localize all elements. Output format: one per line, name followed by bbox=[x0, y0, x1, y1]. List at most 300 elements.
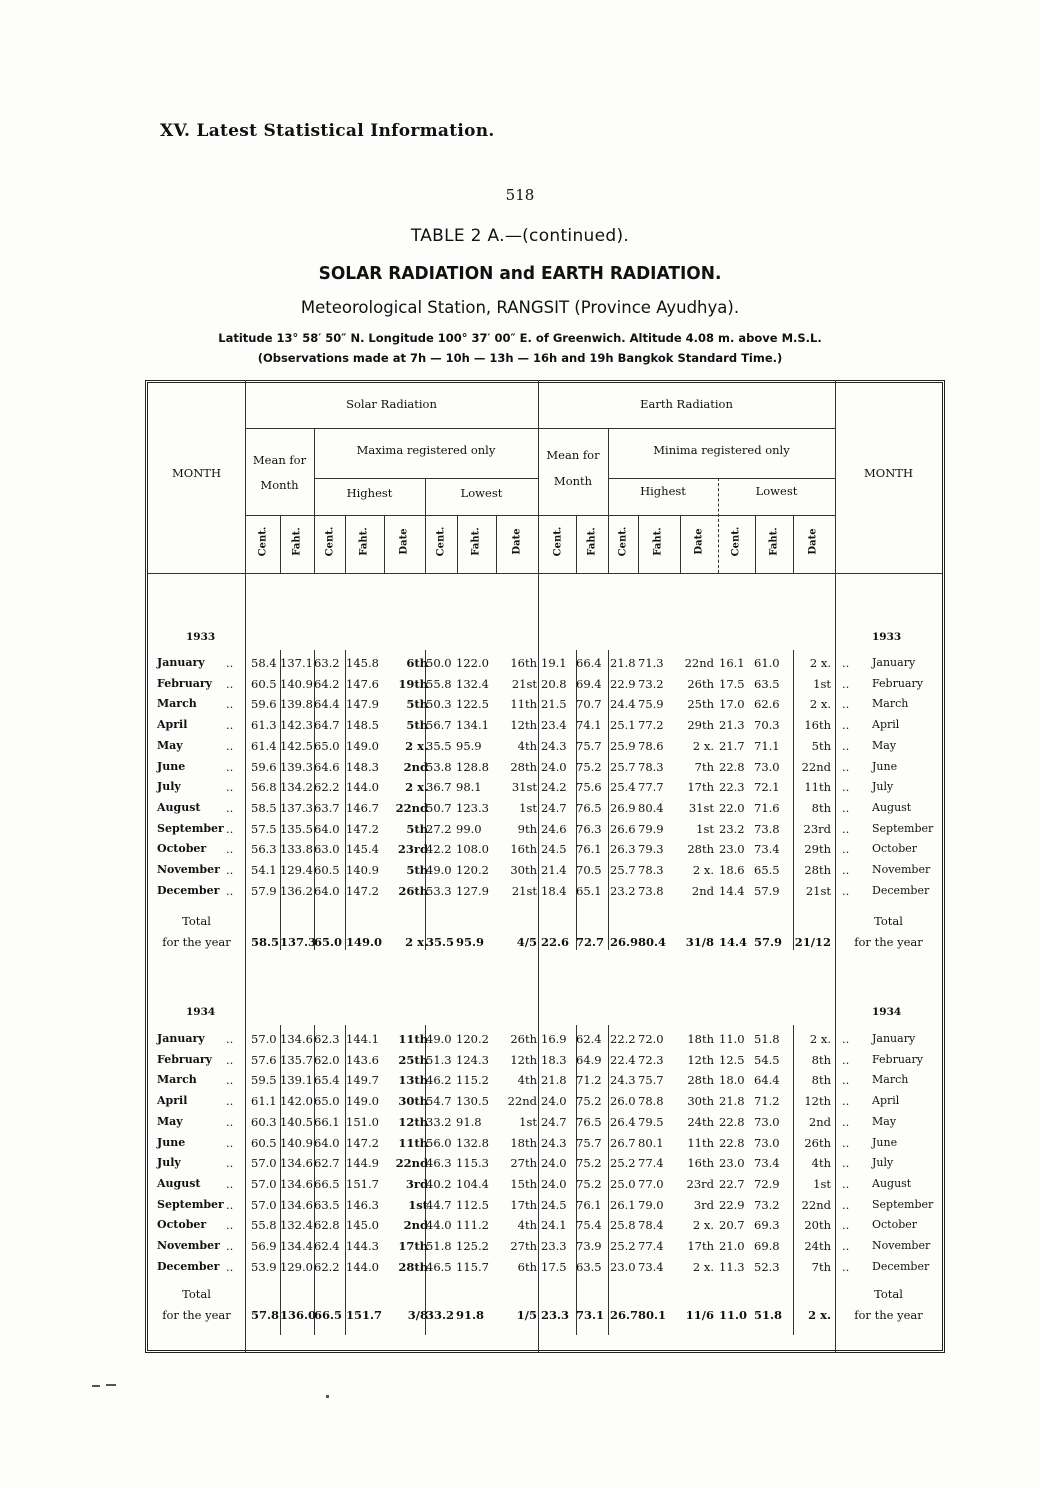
value-cell: 149.0 bbox=[346, 935, 383, 949]
value-cell: 91.8 bbox=[456, 1114, 482, 1129]
leader-dots: .. bbox=[226, 718, 234, 733]
value-cell: 28th bbox=[804, 863, 831, 877]
value-cell: 14.4 bbox=[719, 883, 745, 898]
value-cell: 145.4 bbox=[346, 842, 379, 857]
unit-header: Cent. bbox=[324, 526, 336, 557]
value-cell: 25.7 bbox=[610, 759, 636, 774]
leader-dots: .. bbox=[842, 1073, 850, 1088]
month-cell: April bbox=[872, 718, 900, 732]
value-cell: 21.4 bbox=[541, 863, 567, 877]
observation-times: (Observations made at 7h — 10h — 13h — 16h and 19h Bangkok Standard Time.) bbox=[257, 351, 783, 365]
value-cell: 36.7 bbox=[426, 780, 452, 795]
value-cell: 115.2 bbox=[456, 1073, 489, 1088]
value-cell: 149.0 bbox=[346, 738, 379, 753]
value-cell: 4th bbox=[811, 1156, 831, 1171]
value-cell: 78.8 bbox=[638, 1094, 664, 1109]
total-label: Total bbox=[182, 914, 211, 928]
value-cell: 2 x. bbox=[692, 1218, 714, 1233]
value-cell: 3rd bbox=[693, 1197, 714, 1212]
value-cell: 21st bbox=[511, 676, 537, 691]
value-cell: 146.3 bbox=[346, 1197, 379, 1212]
value-cell: 63.5 bbox=[576, 1259, 602, 1274]
lowest-header: Lowest bbox=[755, 484, 798, 498]
table-row bbox=[148, 760, 942, 780]
value-cell: 1/5 bbox=[516, 1308, 537, 1322]
leader-dots: .. bbox=[842, 718, 850, 733]
leader-dots: .. bbox=[842, 1032, 850, 1046]
value-cell: 80.4 bbox=[638, 800, 664, 815]
year-label: 1934 bbox=[872, 1006, 902, 1018]
value-cell: 59.6 bbox=[251, 697, 277, 712]
value-cell: 72.1 bbox=[754, 780, 780, 795]
value-cell: 70.3 bbox=[754, 718, 780, 733]
month-cell: January bbox=[157, 656, 205, 669]
unit-header: Date bbox=[693, 528, 705, 555]
month-cell: August bbox=[872, 1176, 912, 1190]
value-cell: 28th bbox=[510, 759, 537, 774]
value-cell: 28th bbox=[687, 1073, 714, 1088]
value-cell: 24.2 bbox=[541, 780, 567, 795]
value-cell: 140.5 bbox=[280, 1114, 313, 1129]
value-cell: 23.0 bbox=[719, 842, 745, 857]
value-cell: 26.7 bbox=[610, 1135, 636, 1150]
rule bbox=[245, 428, 835, 429]
value-cell: 77.7 bbox=[638, 780, 664, 795]
value-cell: 50.3 bbox=[426, 697, 452, 712]
rule bbox=[496, 515, 497, 573]
value-cell: 73.4 bbox=[638, 1259, 664, 1274]
value-cell: 71.2 bbox=[754, 1094, 780, 1109]
value-cell: 26th bbox=[398, 883, 428, 898]
value-cell: 72.7 bbox=[576, 935, 605, 949]
leader-dots: .. bbox=[226, 863, 234, 877]
leader-dots: .. bbox=[842, 1135, 850, 1150]
table-row bbox=[148, 1156, 942, 1176]
month-cell: March bbox=[157, 1073, 197, 1087]
value-cell: 2nd bbox=[403, 759, 428, 774]
unit-header: Cent. bbox=[257, 526, 269, 557]
value-cell: 65.0 bbox=[314, 1094, 340, 1109]
month-cell: July bbox=[872, 1156, 894, 1170]
value-cell: 133.8 bbox=[280, 842, 313, 857]
value-cell: 21.8 bbox=[719, 1094, 745, 1109]
value-cell: 16th bbox=[804, 718, 831, 733]
value-cell: 73.8 bbox=[754, 821, 780, 836]
month-cell: May bbox=[157, 738, 183, 752]
value-cell: 1st bbox=[519, 1114, 537, 1129]
value-cell: 57.6 bbox=[251, 1052, 277, 1067]
total-row bbox=[148, 935, 942, 955]
value-cell: 16th bbox=[510, 842, 537, 857]
value-cell: 28th bbox=[398, 1259, 428, 1274]
value-cell: 31st bbox=[688, 800, 714, 815]
rule bbox=[280, 515, 281, 573]
value-cell: 62.2 bbox=[314, 1259, 340, 1274]
value-cell: 27th bbox=[510, 1156, 537, 1171]
value-cell: 137.1 bbox=[280, 656, 313, 670]
value-cell: 19th bbox=[398, 676, 428, 691]
month-cell: February bbox=[872, 1052, 923, 1066]
month-cell: May bbox=[872, 738, 897, 752]
month-cell: January bbox=[157, 1032, 205, 1045]
rule bbox=[638, 515, 639, 573]
leader-dots: .. bbox=[226, 697, 234, 712]
value-cell: 22.8 bbox=[719, 1135, 745, 1150]
month-cell: May bbox=[872, 1114, 897, 1128]
value-cell: 72.3 bbox=[638, 1052, 664, 1067]
scan-mark bbox=[92, 1385, 100, 1387]
value-cell: 12.5 bbox=[719, 1052, 745, 1067]
value-cell: 129.0 bbox=[280, 1259, 313, 1274]
value-cell: 4th bbox=[517, 738, 537, 753]
month-cell: March bbox=[157, 697, 197, 711]
value-cell: 80.4 bbox=[638, 935, 667, 949]
value-cell: 40.2 bbox=[426, 1176, 452, 1191]
value-cell: 134.1 bbox=[456, 718, 489, 733]
table-row bbox=[148, 801, 942, 821]
leader-dots: .. bbox=[842, 883, 850, 898]
value-cell: 57.9 bbox=[754, 883, 780, 898]
value-cell: 79.3 bbox=[638, 842, 664, 857]
value-cell: 53.3 bbox=[426, 883, 452, 898]
value-cell: 5th bbox=[811, 738, 831, 753]
value-cell: 31/8 bbox=[685, 935, 714, 949]
value-cell: 65.0 bbox=[314, 738, 340, 753]
value-cell: 1st bbox=[813, 1176, 831, 1191]
value-cell: 25.9 bbox=[610, 738, 636, 753]
value-cell: 5th bbox=[406, 863, 428, 877]
value-cell: 22.9 bbox=[610, 676, 636, 691]
value-cell: 24.7 bbox=[541, 1114, 567, 1129]
value-cell: 21/12 bbox=[794, 935, 831, 949]
leader-dots: .. bbox=[842, 1094, 850, 1109]
value-cell: 25.7 bbox=[610, 863, 636, 877]
value-cell: 18.3 bbox=[541, 1052, 567, 1067]
page-number: 518 bbox=[505, 186, 535, 204]
value-cell: 137.3 bbox=[280, 800, 313, 815]
value-cell: 23rd bbox=[397, 842, 428, 857]
month-cell: November bbox=[872, 863, 931, 876]
value-cell: 27th bbox=[510, 1239, 537, 1253]
unit-header: Cent. bbox=[617, 526, 629, 557]
month-cell: December bbox=[157, 883, 220, 897]
value-cell: 77.2 bbox=[638, 718, 664, 733]
value-cell: 19.1 bbox=[541, 656, 567, 670]
value-cell: 143.6 bbox=[346, 1052, 379, 1067]
value-cell: 22.8 bbox=[719, 1114, 745, 1129]
rule bbox=[384, 515, 385, 573]
value-cell: 62.2 bbox=[314, 780, 340, 795]
value-cell: 76.1 bbox=[576, 1197, 602, 1212]
month-cell: September bbox=[157, 821, 224, 835]
value-cell: 31st bbox=[511, 780, 537, 795]
unit-header: Cent. bbox=[552, 526, 564, 557]
value-cell: 11/6 bbox=[685, 1308, 714, 1322]
table-row bbox=[148, 1053, 942, 1073]
value-cell: 12th bbox=[510, 718, 537, 733]
value-cell: 151.7 bbox=[346, 1176, 379, 1191]
total-sub-label: for the year bbox=[854, 1308, 923, 1322]
value-cell: 75.2 bbox=[576, 1094, 602, 1109]
year-label: 1934 bbox=[186, 1006, 216, 1018]
value-cell: 24.5 bbox=[541, 1197, 567, 1212]
value-cell: 49.0 bbox=[426, 863, 452, 877]
value-cell: 24.0 bbox=[541, 1094, 567, 1109]
value-cell: 17th bbox=[687, 1239, 714, 1253]
value-cell: 22.9 bbox=[719, 1197, 745, 1212]
value-cell: 2 x. bbox=[405, 935, 428, 949]
value-cell: 62.4 bbox=[314, 1239, 340, 1253]
value-cell: 24.0 bbox=[541, 1156, 567, 1171]
value-cell: 134.6 bbox=[280, 1176, 313, 1191]
value-cell: 23.2 bbox=[610, 883, 636, 898]
value-cell: 17th bbox=[398, 1239, 428, 1253]
value-cell: 26.9 bbox=[610, 935, 639, 949]
table-row bbox=[148, 739, 942, 759]
unit-header: Cent. bbox=[435, 526, 447, 557]
value-cell: 24th bbox=[687, 1114, 714, 1129]
value-cell: 2 x. bbox=[692, 1259, 714, 1274]
total-sub-label: for the year bbox=[854, 935, 923, 949]
value-cell: 140.9 bbox=[280, 676, 313, 691]
value-cell: 137.3 bbox=[280, 935, 317, 949]
value-cell: 26.6 bbox=[610, 821, 636, 836]
value-cell: 13th bbox=[398, 1073, 428, 1088]
value-cell: 21.5 bbox=[541, 697, 567, 712]
table-row bbox=[148, 718, 942, 738]
month-cell: February bbox=[872, 676, 923, 690]
value-cell: 24.1 bbox=[541, 1218, 567, 1233]
unit-header: Date bbox=[511, 528, 523, 555]
value-cell: 64.7 bbox=[314, 718, 340, 733]
leader-dots: .. bbox=[842, 1176, 850, 1191]
value-cell: 26th bbox=[687, 676, 714, 691]
value-cell: 26.0 bbox=[610, 1094, 636, 1109]
value-cell: 2 x. bbox=[808, 1308, 831, 1322]
value-cell: 25.2 bbox=[610, 1156, 636, 1171]
value-cell: 78.4 bbox=[638, 1218, 664, 1233]
value-cell: 144.0 bbox=[346, 1259, 379, 1274]
value-cell: 18th bbox=[510, 1135, 537, 1150]
month-cell: January bbox=[872, 1032, 916, 1045]
leader-dots: .. bbox=[842, 800, 850, 815]
value-cell: 56.3 bbox=[251, 842, 277, 857]
value-cell: 56.9 bbox=[251, 1239, 277, 1253]
value-cell: 57.9 bbox=[754, 935, 783, 949]
value-cell: 25.4 bbox=[610, 780, 636, 795]
value-cell: 35.5 bbox=[426, 935, 455, 949]
value-cell: 21.0 bbox=[719, 1239, 745, 1253]
value-cell: 7th bbox=[811, 1259, 831, 1274]
value-cell: 51.3 bbox=[426, 1052, 452, 1067]
leader-dots: .. bbox=[842, 780, 850, 795]
value-cell: 11th bbox=[398, 1135, 428, 1150]
value-cell: 54.7 bbox=[426, 1094, 452, 1109]
value-cell: 73.0 bbox=[754, 759, 780, 774]
table-title: TABLE 2 A.—(continued). bbox=[410, 226, 630, 246]
value-cell: 64.9 bbox=[576, 1052, 602, 1067]
leader-dots: .. bbox=[842, 1218, 850, 1233]
value-cell: 140.9 bbox=[346, 863, 379, 877]
value-cell: 132.4 bbox=[456, 676, 489, 691]
unit-header: Faht. bbox=[470, 527, 482, 556]
value-cell: 147.9 bbox=[346, 697, 379, 712]
value-cell: 60.5 bbox=[251, 1135, 277, 1150]
month-cell: October bbox=[872, 1218, 918, 1232]
value-cell: 149.0 bbox=[346, 1094, 379, 1109]
value-cell: 54.1 bbox=[251, 863, 277, 877]
value-cell: 8th bbox=[811, 800, 831, 815]
value-cell: 73.4 bbox=[754, 1156, 780, 1171]
unit-header: Faht. bbox=[358, 527, 370, 556]
rule bbox=[245, 515, 835, 516]
value-cell: 71.3 bbox=[638, 656, 664, 670]
value-cell: 50.7 bbox=[426, 800, 452, 815]
value-cell: 66.5 bbox=[314, 1308, 343, 1322]
value-cell: 46.3 bbox=[426, 1156, 452, 1171]
value-cell: 35.5 bbox=[426, 738, 452, 753]
highest-header: Highest bbox=[640, 484, 686, 498]
value-cell: 2 x. bbox=[809, 697, 831, 712]
month-header-left: MONTH bbox=[172, 466, 221, 480]
value-cell: 24.3 bbox=[541, 1135, 567, 1150]
value-cell: 134.6 bbox=[280, 1197, 313, 1212]
value-cell: 23rd bbox=[686, 1176, 714, 1191]
month-cell: March bbox=[872, 697, 909, 711]
value-cell: 65.1 bbox=[576, 883, 602, 898]
mean-for-header: Mean for bbox=[252, 453, 307, 467]
value-cell: 46.5 bbox=[426, 1259, 452, 1274]
value-cell: 24.7 bbox=[541, 800, 567, 815]
unit-header: Faht. bbox=[586, 527, 598, 556]
value-cell: 73.0 bbox=[754, 1135, 780, 1150]
value-cell: 2 x. bbox=[809, 656, 831, 670]
value-cell: 11.0 bbox=[719, 1032, 745, 1046]
value-cell: 11th bbox=[804, 780, 831, 795]
value-cell: 57.0 bbox=[251, 1197, 277, 1212]
value-cell: 134.4 bbox=[280, 1239, 313, 1253]
value-cell: 22nd bbox=[684, 656, 714, 670]
leader-dots: .. bbox=[226, 821, 234, 836]
value-cell: 62.8 bbox=[314, 1218, 340, 1233]
value-cell: 22.6 bbox=[541, 935, 570, 949]
value-cell: 70.5 bbox=[576, 863, 602, 877]
value-cell: 76.1 bbox=[576, 842, 602, 857]
value-cell: 99.0 bbox=[456, 821, 482, 836]
value-cell: 132.8 bbox=[456, 1135, 489, 1150]
value-cell: 95.9 bbox=[456, 935, 485, 949]
value-cell: 72.0 bbox=[638, 1032, 664, 1046]
leader-dots: .. bbox=[842, 738, 850, 753]
solar-radiation-header: Solar Radiation bbox=[346, 397, 437, 411]
value-cell: 22nd bbox=[507, 1094, 537, 1109]
year-label: 1933 bbox=[186, 631, 216, 643]
value-cell: 66.4 bbox=[576, 656, 602, 670]
leader-dots: .. bbox=[842, 1052, 850, 1067]
value-cell: 56.0 bbox=[426, 1135, 452, 1150]
value-cell: 139.3 bbox=[280, 759, 313, 774]
value-cell: 23.4 bbox=[541, 718, 567, 733]
value-cell: 60.5 bbox=[251, 676, 277, 691]
value-cell: 75.7 bbox=[638, 1073, 664, 1088]
leader-dots: .. bbox=[226, 1032, 234, 1046]
value-cell: 57.8 bbox=[251, 1308, 280, 1322]
month-cell: October bbox=[157, 1218, 207, 1232]
value-cell: 63.5 bbox=[754, 676, 780, 691]
rule bbox=[755, 515, 756, 573]
rule bbox=[345, 515, 346, 573]
value-cell: 78.3 bbox=[638, 759, 664, 774]
value-cell: 136.0 bbox=[280, 1308, 317, 1322]
value-cell: 29th bbox=[687, 718, 714, 733]
value-cell: 25.2 bbox=[610, 1239, 636, 1253]
value-cell: 135.7 bbox=[280, 1052, 313, 1067]
value-cell: 62.0 bbox=[314, 1052, 340, 1067]
value-cell: 26th bbox=[510, 1032, 537, 1046]
value-cell: 21st bbox=[511, 883, 537, 898]
value-cell: 42.2 bbox=[426, 842, 452, 857]
value-cell: 2 x. bbox=[692, 738, 714, 753]
value-cell: 58.5 bbox=[251, 935, 280, 949]
value-cell: 73.1 bbox=[576, 1308, 605, 1322]
value-cell: 24th bbox=[804, 1239, 831, 1253]
month-cell: October bbox=[157, 842, 207, 856]
table-row bbox=[148, 780, 942, 800]
value-cell: 33.2 bbox=[426, 1114, 452, 1129]
value-cell: 46.2 bbox=[426, 1073, 452, 1088]
value-cell: 24.0 bbox=[541, 759, 567, 774]
value-cell: 3rd bbox=[405, 1176, 428, 1191]
month-cell: August bbox=[872, 800, 912, 814]
value-cell: 21.8 bbox=[541, 1073, 567, 1088]
value-cell: 16th bbox=[510, 656, 537, 670]
month-cell: September bbox=[157, 1197, 224, 1211]
value-cell: 95.9 bbox=[456, 738, 482, 753]
value-cell: 63.7 bbox=[314, 800, 340, 815]
table-row bbox=[148, 1032, 942, 1052]
maxima-header: Maxima registered only bbox=[356, 443, 496, 457]
value-cell: 144.1 bbox=[346, 1032, 379, 1046]
value-cell: 145.0 bbox=[346, 1218, 379, 1233]
value-cell: 11th bbox=[510, 697, 537, 712]
value-cell: 5th bbox=[406, 821, 428, 836]
value-cell: 98.1 bbox=[456, 780, 482, 795]
value-cell: 129.4 bbox=[280, 863, 313, 877]
month-cell: January bbox=[872, 656, 916, 669]
value-cell: 22.7 bbox=[719, 1176, 745, 1191]
month-cell: September bbox=[872, 821, 934, 835]
value-cell: 16.1 bbox=[719, 656, 745, 670]
table-row bbox=[148, 656, 942, 676]
value-cell: 147.2 bbox=[346, 821, 379, 836]
leader-dots: .. bbox=[226, 1218, 234, 1233]
leader-dots: .. bbox=[226, 1156, 234, 1171]
month-cell: August bbox=[157, 800, 201, 814]
value-cell: 12th bbox=[510, 1052, 537, 1067]
value-cell: 28th bbox=[687, 842, 714, 857]
leader-dots: .. bbox=[226, 1052, 234, 1067]
value-cell: 17.5 bbox=[541, 1259, 567, 1274]
total-label: Total bbox=[874, 1287, 903, 1301]
total-sub-label: for the year bbox=[162, 1308, 231, 1322]
value-cell: 132.4 bbox=[280, 1218, 313, 1233]
value-cell: 6th bbox=[406, 656, 428, 670]
value-cell: 75.7 bbox=[576, 738, 602, 753]
value-cell: 23rd bbox=[803, 821, 831, 836]
value-cell: 64.4 bbox=[314, 697, 340, 712]
value-cell: 61.4 bbox=[251, 738, 277, 753]
value-cell: 8th bbox=[811, 1052, 831, 1067]
